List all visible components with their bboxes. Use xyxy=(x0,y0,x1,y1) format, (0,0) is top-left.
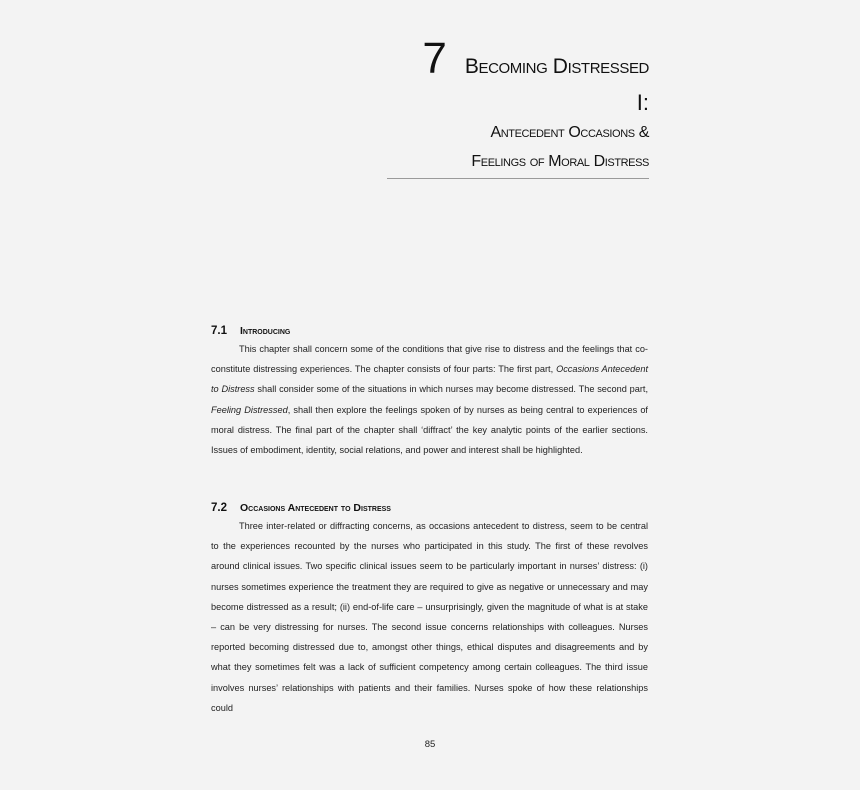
chapter-title-line xyxy=(387,34,649,84)
chapter-subtitle-line-2: Feelings of Moral Distress xyxy=(471,153,649,170)
section-occasions-antecedent xyxy=(211,500,648,718)
page-number: 85 xyxy=(424,739,436,750)
section-number: 7.2 xyxy=(211,502,227,514)
section-introducing xyxy=(211,323,648,460)
chapter-title-continuation: I: xyxy=(636,90,649,115)
chapter-number: 7 xyxy=(422,34,447,83)
chapter-heading xyxy=(387,34,649,176)
italic-part-title: Feeling Distressed xyxy=(211,404,288,415)
section-heading xyxy=(211,323,648,339)
italic-part-title: Occasions Antecedent to Distress xyxy=(211,364,649,395)
section-title: Introducing xyxy=(240,325,291,337)
paragraph-text: shall consider some of the situations in which nurses may become distressed. The second part, xyxy=(254,384,648,395)
section-paragraph xyxy=(211,339,648,460)
heading-divider xyxy=(387,178,649,179)
section-title: Occasions Antecedent to Distress xyxy=(240,502,391,514)
section-paragraph: Three inter-related or diffracting concerns, as occasions antecedent to distress, seem to be central to the experiences recounted by the nurses who participated in this study. The first of these revolves around clinical issues. Two specific clinical issues seem to be particularly important in nurses’ distress: (i) nurses sometimes experience the treatment they are required to give as negative or unnecessary and may become distressed as a result; (ii) end-of-life care – unsurprisingly, given the magnitude of what is at stake – can be very distressing for nurses. The second issue concerns relationships with colleagues. Nurses reported becoming distressed due to, amongst other things, ethical disputes and disagreements and by what they sometimes felt was a lack of sufficient competency among certain colleagues. The third issue involves nurses’ relationships with patients and their families. Nurses spoke of how these relationships could xyxy=(211,521,648,713)
chapter-title: Becoming Distressed xyxy=(464,55,649,78)
section-number: 7.1 xyxy=(211,325,227,337)
chapter-subtitle-line-1: Antecedent Occasions & xyxy=(490,124,649,141)
section-heading xyxy=(211,500,648,516)
paragraph-text: This chapter shall concern some of the conditions that give rise to distress and the feelings that co-constitute distressing experiences. The chapter consists of four parts: The first part, xyxy=(211,344,648,375)
paragraph-text: , shall then explore the feelings spoken of by nurses as being central to experiences of moral distress. The final part of the chapter shall ‘diffract’ the key analytic points of the earlier sections. Issues of embodiment, identity, social relations, and power and interest shall be highlighted. xyxy=(211,404,648,456)
